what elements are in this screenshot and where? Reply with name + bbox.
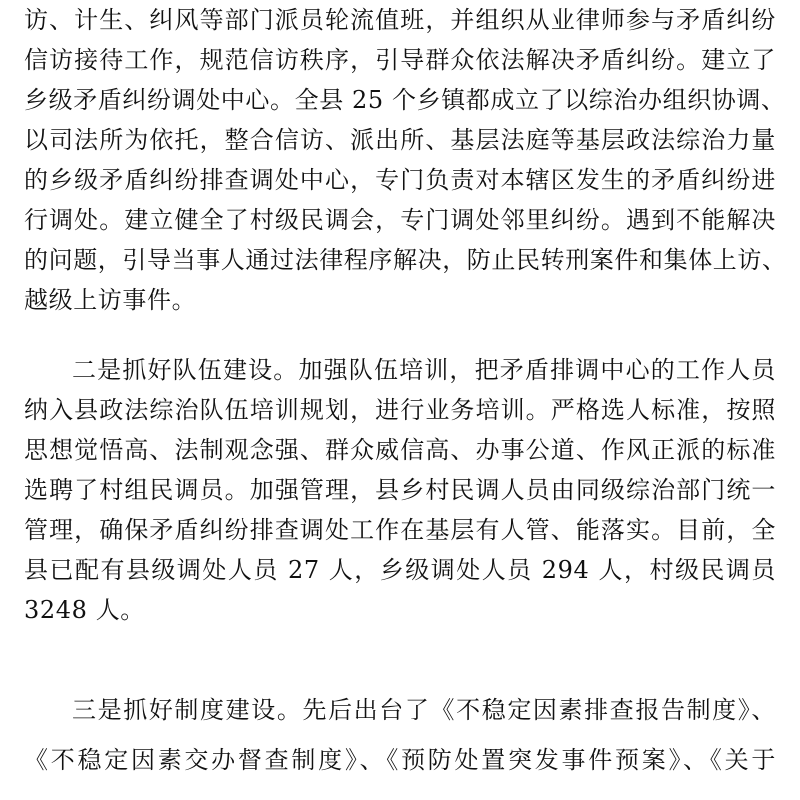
text-line: 信访接待工作，规范信访秩序，引导群众依法解决矛盾纠纷。建立了 [24, 46, 776, 74]
text-line: 纳入县政法综治队伍培训规划，进行业务培训。严格选人标准，按照 [24, 396, 776, 424]
text-line: 《不稳定因素交办督查制度》、《预防处置突发事件预案》、《关于 [24, 746, 776, 774]
text-line: 的问题，引导当事人通过法律程序解决，防止民转刑案件和集体上访、 [24, 246, 787, 274]
text-line: 选聘了村组民调员。加强管理，县乡村民调人员由同级综治部门统一 [24, 476, 776, 504]
paragraph-first-line: 三是抓好制度建设。先后出台了《不稳定因素排查报告制度》、 [72, 696, 776, 724]
text-line: 县已配有县级调处人员 27 人，乡级调处人员 294 人，村级民调员 [24, 556, 776, 584]
text-line: 行调处。建立健全了村级民调会，专门调处邻里纠纷。遇到不能解决 [24, 206, 776, 234]
text-line: 以司法所为依托，整合信访、派出所、基层法庭等基层政法综治力量 [24, 126, 776, 154]
text-line: 乡级矛盾纠纷调处中心。全县 25 个乡镇都成立了以综治办组织协调、 [24, 86, 786, 114]
text-line: 越级上访事件。 [24, 286, 197, 314]
text-line: 3248 人。 [24, 596, 145, 624]
text-line: 的乡级矛盾纠纷排查调处中心，专门负责对本辖区发生的矛盾纠纷进 [24, 166, 776, 194]
paragraph-first-line: 二是抓好队伍建设。加强队伍培训，把矛盾排调中心的工作人员 [72, 356, 776, 384]
text-line: 管理，确保矛盾纠纷排查调处工作在基层有人管、能落实。目前，全 [24, 516, 776, 544]
text-line: 思想觉悟高、法制观念强、群众威信高、办事公道、作风正派的标准 [24, 436, 776, 464]
text-line: 访、计生、纠风等部门派员轮流值班，并组织从业律师参与矛盾纠纷 [24, 6, 776, 34]
